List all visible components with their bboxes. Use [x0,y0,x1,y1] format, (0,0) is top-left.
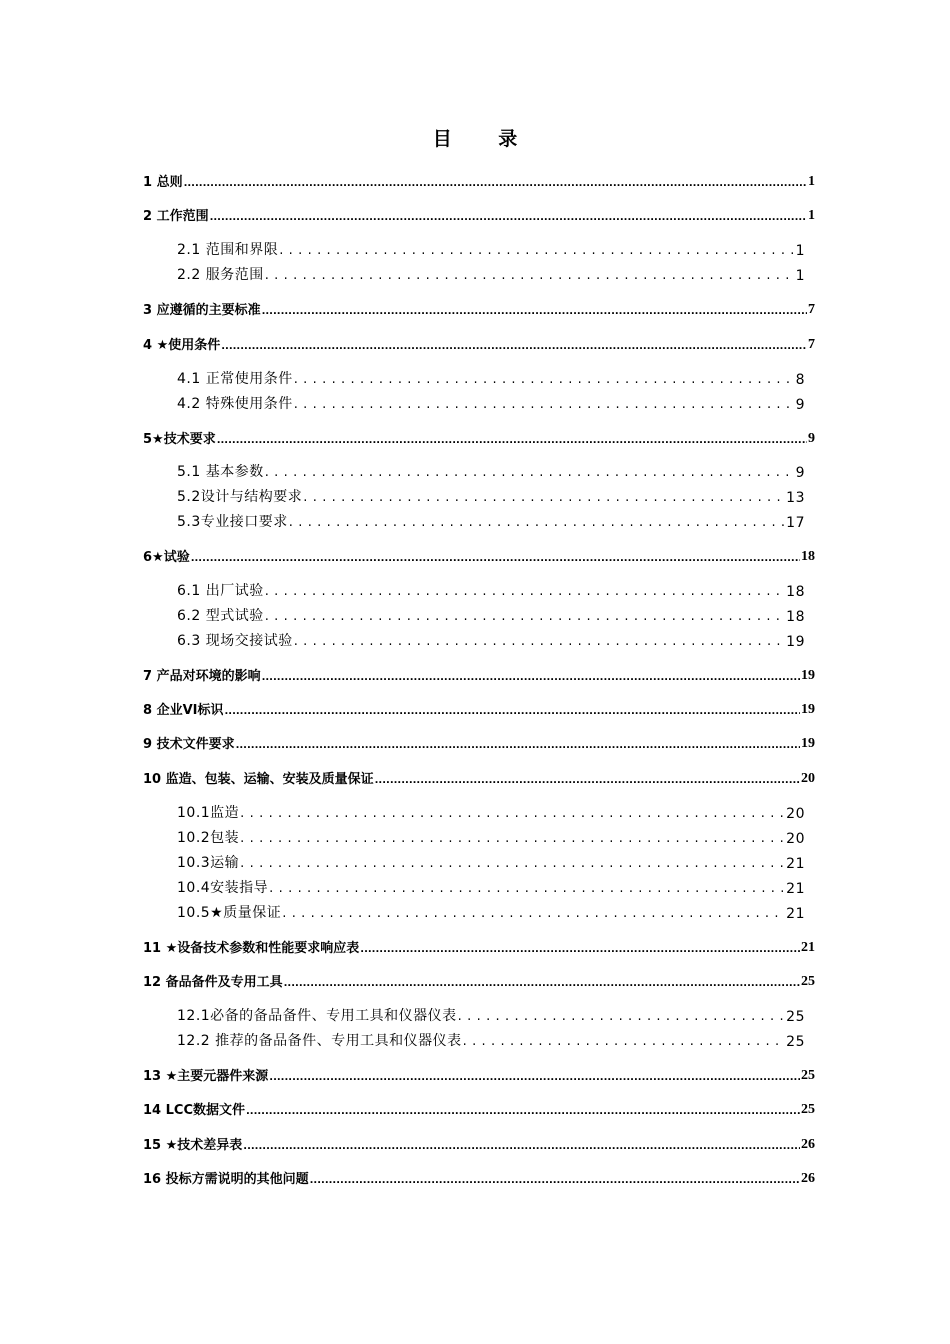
toc-leader-dots [246,1098,800,1118]
toc-entry-label: 10.4安装指导 [177,880,269,896]
toc-entry-label: 5★技术要求 [143,432,216,447]
toc-entry-page: 21 [801,940,815,955]
toc-leader-dots [191,545,800,565]
toc-entry-page: 20 [801,771,815,786]
toc-entry-label: 4.1 正常使用条件 [177,371,293,387]
toc-entry-page: 7 [808,337,815,352]
toc-entry-page: 21 [786,881,805,897]
toc-entry-page: 1 [795,243,805,259]
toc-entry[interactable] [177,827,805,847]
toc-entry-page: 9 [808,431,815,446]
toc-leader-dots [282,902,785,922]
toc-entry-label: 12.2 推荐的备品备件、专用工具和仪器仪表 [177,1033,462,1049]
toc-leader-dots [279,239,794,259]
toc-leader-dots [240,827,785,847]
toc-entry-label: 5.2设计与结构要求 [177,489,303,505]
toc-leader-dots [360,936,800,956]
toc-entry[interactable] [143,1167,815,1187]
toc-entry-page: 19 [801,736,815,751]
toc-entry-page: 26 [801,1137,815,1152]
toc-leader-dots [458,1005,786,1025]
toc-entry[interactable] [143,1064,815,1084]
toc-entry[interactable] [177,1005,805,1025]
toc-entry-label: 16 投标方需说明的其他问题 [143,1172,309,1187]
toc-leader-dots [240,852,785,872]
toc-entry[interactable] [143,298,815,318]
toc-entry[interactable] [143,204,815,224]
toc-entry-page: 19 [801,702,815,717]
toc-entry[interactable] [143,545,815,565]
toc-leader-dots [265,461,795,481]
toc-entry-label: 3 应遵循的主要标准 [143,303,261,318]
toc-entry-label: 10 监造、包装、运输、安装及质量保证 [143,772,374,787]
toc-entry[interactable] [177,368,805,388]
toc-entry-page: 26 [801,1171,815,1186]
toc-entry-page: 9 [795,397,805,413]
toc-entry[interactable] [143,333,815,353]
toc-entry-label: 13 ★主要元器件来源 [143,1069,269,1084]
toc-leader-dots [240,802,785,822]
toc-leader-dots [463,1030,786,1050]
toc-leader-dots [262,298,807,318]
toc-entry[interactable] [177,393,805,413]
toc-entry-page: 1 [795,268,805,284]
toc-leader-dots [294,393,795,413]
toc-entry-label: 6.1 出厂试验 [177,583,264,599]
toc-entry-label: 9 技术文件要求 [143,737,235,752]
toc-entry-label: 10.3运输 [177,855,240,871]
toc-entry-label: 2.1 范围和界限 [177,242,279,258]
toc-leader-dots [289,511,785,531]
toc-leader-dots [303,486,785,506]
toc-entry-label: 10.2包装 [177,830,240,846]
toc-entry-label: 5.3专业接口要求 [177,514,288,530]
toc-leader-dots [221,333,807,353]
toc-entry[interactable] [177,1030,805,1050]
toc-entry-label: 1 总则 [143,175,183,190]
toc-entry[interactable] [177,486,805,506]
toc-leader-dots [243,1133,800,1153]
toc-entry-label: 2 工作范围 [143,209,209,224]
toc-entry-page: 25 [786,1034,805,1050]
toc-entry-label: 6.2 型式试验 [177,608,264,624]
toc-entry[interactable] [177,852,805,872]
toc-leader-dots [375,767,800,787]
toc-entry-page: 18 [801,549,815,564]
toc-entry[interactable] [177,630,805,650]
toc-entry-label: 6.3 现场交接试验 [177,633,293,649]
toc-entry-page: 13 [786,490,805,506]
toc-entry-page: 19 [786,634,805,650]
toc-entry-label: 15 ★技术差异表 [143,1138,243,1153]
page-title: 目 录 [432,128,538,150]
toc-entry-label: 14 LCC数据文件 [143,1103,245,1118]
toc-entry[interactable] [177,264,805,284]
toc-entry[interactable] [177,511,805,531]
toc-entry-page: 7 [808,302,815,317]
toc-entry-label: 4 ★使用条件 [143,338,221,353]
toc-entry-label: 8 企业VI标识 [143,703,224,718]
toc-entry-label: 10.1监造 [177,805,240,821]
toc-leader-dots [224,698,800,718]
toc-entry[interactable] [143,936,815,956]
toc-leader-dots [265,264,795,284]
toc-entry[interactable] [177,802,805,822]
toc-entry-page: 25 [801,974,815,989]
toc-leader-dots [284,970,800,990]
toc-entry-page: 8 [795,372,805,388]
toc-leader-dots [269,1064,800,1084]
toc-leader-dots [294,630,785,650]
toc-entry-page: 19 [801,668,815,683]
toc-entry[interactable] [143,698,815,718]
toc-leader-dots [265,605,785,625]
toc-leader-dots [217,427,807,447]
toc-entry-page: 20 [786,806,805,822]
toc-entry[interactable] [143,664,815,684]
toc-entry-page: 25 [801,1102,815,1117]
toc-entry-label: 4.2 特殊使用条件 [177,396,293,412]
toc-entry-page: 18 [786,584,805,600]
toc-entry-page: 20 [786,831,805,847]
toc-entry-label: 5.1 基本参数 [177,464,264,480]
toc-entry[interactable] [143,427,815,447]
toc-entry[interactable] [143,732,815,752]
toc-leader-dots [262,664,800,684]
toc-entry-label: 7 产品对环境的影响 [143,669,261,684]
toc-entry-page: 21 [786,856,805,872]
toc-entry-label: 12 备品备件及专用工具 [143,975,283,990]
toc-entry-label: 11 ★设备技术参数和性能要求响应表 [143,941,360,956]
toc-entry-page: 1 [808,208,815,223]
toc-entry-page: 17 [786,515,805,531]
toc-leader-dots [265,580,785,600]
toc-entry[interactable] [143,970,815,990]
toc-entry-label: 6★试验 [143,550,190,565]
toc-entry-page: 25 [801,1068,815,1083]
toc-entry[interactable] [143,1098,815,1118]
toc-entry[interactable] [143,170,815,190]
toc-leader-dots [294,368,795,388]
toc-leader-dots [269,877,785,897]
toc-entry[interactable] [143,1133,815,1153]
toc-entry-page: 25 [786,1009,805,1025]
toc-leader-dots [184,170,807,190]
toc-entry[interactable] [177,902,805,922]
toc-entry[interactable] [177,239,805,259]
toc-entry-label: 12.1必备的备品备件、专用工具和仪器仪表 [177,1008,457,1024]
toc-entry[interactable] [177,580,805,600]
toc-leader-dots [236,732,800,752]
toc-entry[interactable] [177,877,805,897]
toc-entry-page: 21 [786,906,805,922]
toc-entry-page: 18 [786,609,805,625]
toc-entry[interactable] [177,461,805,481]
toc-entry-label: 10.5★质量保证 [177,905,282,921]
toc-entry-page: 9 [795,465,805,481]
toc-leader-dots [210,204,807,224]
toc-entry[interactable] [177,605,805,625]
toc-entry-label: 2.2 服务范围 [177,267,264,283]
toc-leader-dots [310,1167,800,1187]
toc-entry-page: 1 [808,174,815,189]
toc-entry[interactable] [143,767,815,787]
